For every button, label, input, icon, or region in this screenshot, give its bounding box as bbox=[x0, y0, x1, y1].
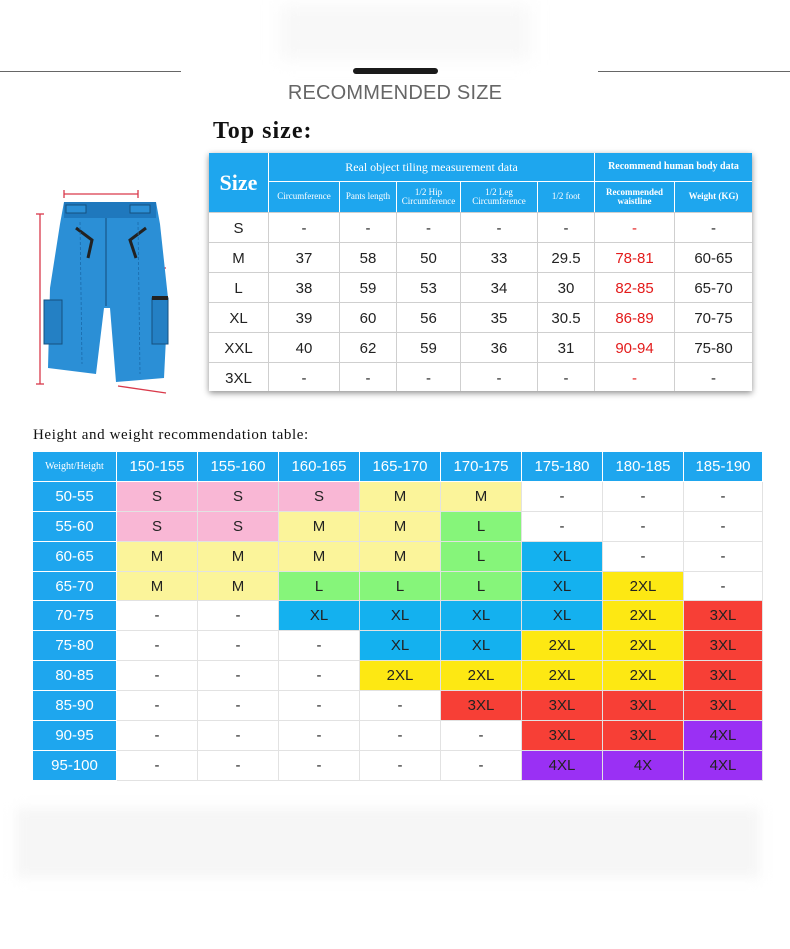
height-header: 170-175 bbox=[441, 452, 522, 482]
size-recommendation-cell: - bbox=[198, 750, 279, 780]
size-value-cell: 35 bbox=[490, 309, 508, 327]
size-label: XL bbox=[229, 309, 248, 327]
size-recommendation-cell: XL bbox=[522, 601, 603, 631]
size-recommendation-cell: - bbox=[117, 721, 198, 751]
size-recommendation-cell: 2XL bbox=[522, 661, 603, 691]
size-recommendation-cell: L bbox=[279, 571, 360, 601]
size-recommendation-cell: L bbox=[441, 541, 522, 571]
divider-left bbox=[0, 71, 181, 72]
size-recommendation-cell: - bbox=[603, 511, 684, 541]
size-recommendation-cell: L bbox=[360, 571, 441, 601]
size-value-cell: 37 bbox=[295, 249, 313, 267]
col-header: 1/2 foot bbox=[538, 182, 594, 212]
size-recommendation-cell: S bbox=[279, 481, 360, 511]
size-recommendation-cell: - bbox=[279, 691, 360, 721]
size-recommendation-cell: 3XL bbox=[522, 691, 603, 721]
size-value-cell: 34 bbox=[490, 279, 508, 297]
size-recommendation-cell: - bbox=[279, 721, 360, 751]
measurement-group-header: Real object tiling measurement data bbox=[269, 153, 594, 181]
size-recommendation-cell: XL bbox=[360, 601, 441, 631]
size-value-cell: - bbox=[365, 219, 371, 237]
size-recommendation-cell: 4XL bbox=[522, 750, 603, 780]
weight-header: 70-75 bbox=[33, 601, 117, 631]
size-value-cell: 39 bbox=[295, 309, 313, 327]
corner-header: Weight/Height bbox=[33, 452, 117, 482]
size-value-cell: - bbox=[711, 219, 716, 237]
size-value-cell: - bbox=[365, 369, 371, 387]
top-size-heading: Top size: bbox=[213, 118, 313, 144]
size-recommendation-cell: S bbox=[198, 511, 279, 541]
size-value-cell: - bbox=[496, 219, 502, 237]
height-weight-table bbox=[32, 451, 763, 781]
size-value-cell: - bbox=[426, 219, 431, 237]
size-row bbox=[209, 212, 752, 242]
weight-header: 75-80 bbox=[33, 631, 117, 661]
size-value-cell: 75-80 bbox=[694, 339, 733, 357]
size-recommendation-cell: 3XL bbox=[603, 691, 684, 721]
col-header: 1/2 Leg Circumference bbox=[461, 182, 537, 212]
col-header: Circumference bbox=[269, 182, 339, 212]
size-label: XXL bbox=[224, 339, 253, 357]
size-recommendation-cell: - bbox=[198, 601, 279, 631]
size-recommendation-cell: - bbox=[117, 691, 198, 721]
weight-header: 65-70 bbox=[33, 571, 117, 601]
size-recommendation-cell: 4XL bbox=[684, 721, 763, 751]
size-value-cell: 82-85 bbox=[615, 279, 654, 297]
size-value-cell: - bbox=[632, 219, 637, 237]
size-value-cell: 60 bbox=[359, 309, 377, 327]
size-recommendation-cell: XL bbox=[279, 601, 360, 631]
size-value-cell: 50 bbox=[420, 249, 437, 267]
size-recommendation-cell: L bbox=[441, 571, 522, 601]
size-row bbox=[209, 272, 752, 302]
size-recommendation-cell: L bbox=[441, 511, 522, 541]
size-label: S bbox=[233, 219, 244, 237]
size-recommendation-cell: M bbox=[117, 571, 198, 601]
size-value-cell: - bbox=[301, 219, 307, 237]
size-row bbox=[209, 362, 752, 392]
size-value-cell: 30 bbox=[557, 279, 575, 297]
weight-header: 50-55 bbox=[33, 481, 117, 511]
size-recommendation-cell: M bbox=[360, 541, 441, 571]
size-recommendation-cell: - bbox=[441, 750, 522, 780]
col-header: Weight (KG) bbox=[675, 182, 752, 212]
size-recommendation-cell: - bbox=[360, 750, 441, 780]
size-recommendation-cell: M bbox=[198, 541, 279, 571]
size-recommendation-cell: S bbox=[117, 481, 198, 511]
size-value-cell: - bbox=[496, 369, 502, 387]
size-recommendation-cell: XL bbox=[522, 541, 603, 571]
size-value-cell: 33 bbox=[490, 249, 508, 267]
weight-header: 80-85 bbox=[33, 661, 117, 691]
size-value-cell: 59 bbox=[420, 339, 437, 357]
size-recommendation-cell: 3XL bbox=[684, 691, 763, 721]
size-recommendation-cell: M bbox=[117, 541, 198, 571]
size-recommendation-cell: 2XL bbox=[603, 571, 684, 601]
size-recommendation-cell: - bbox=[198, 721, 279, 751]
height-header: 175-180 bbox=[522, 452, 603, 482]
size-value-cell: - bbox=[563, 219, 569, 237]
weight-header: 90-95 bbox=[33, 721, 117, 751]
size-value-cell: 62 bbox=[359, 339, 377, 357]
size-value-cell: 70-75 bbox=[694, 309, 733, 327]
size-recommendation-cell: 4X bbox=[603, 750, 684, 780]
size-recommendation-cell: - bbox=[684, 481, 763, 511]
size-value-cell: 86-89 bbox=[615, 309, 654, 327]
size-recommendation-cell: - bbox=[441, 721, 522, 751]
size-value-cell: - bbox=[563, 369, 569, 387]
size-recommendation-cell: 2XL bbox=[603, 631, 684, 661]
size-value-cell: - bbox=[426, 369, 431, 387]
size-recommendation-cell: - bbox=[522, 511, 603, 541]
top-size-table bbox=[209, 153, 752, 391]
size-value-cell: 31 bbox=[557, 339, 575, 357]
size-recommendation-cell: - bbox=[279, 750, 360, 780]
size-recommendation-cell: - bbox=[684, 571, 763, 601]
size-label: M bbox=[232, 249, 245, 267]
size-value-cell: 65-70 bbox=[694, 279, 733, 297]
size-recommendation-cell: - bbox=[117, 631, 198, 661]
size-recommendation-cell: 2XL bbox=[603, 601, 684, 631]
size-recommendation-cell: - bbox=[603, 481, 684, 511]
size-recommendation-cell: - bbox=[198, 691, 279, 721]
size-value-cell: 30.5 bbox=[551, 309, 581, 327]
shorts-measurement-illustration bbox=[18, 188, 198, 408]
height-header: 155-160 bbox=[198, 452, 279, 482]
size-value-cell: 38 bbox=[295, 279, 313, 297]
size-header-cell: Size bbox=[209, 153, 268, 212]
size-recommendation-cell: 3XL bbox=[684, 601, 763, 631]
size-recommendation-cell: - bbox=[522, 481, 603, 511]
size-value-cell: - bbox=[632, 369, 637, 387]
size-recommendation-cell: - bbox=[198, 661, 279, 691]
size-value-cell: 78-81 bbox=[615, 249, 654, 267]
size-recommendation-cell: M bbox=[279, 511, 360, 541]
size-recommendation-cell: S bbox=[198, 481, 279, 511]
size-recommendation-cell: M bbox=[279, 541, 360, 571]
divider-right bbox=[598, 71, 790, 72]
size-recommendation-cell: - bbox=[117, 601, 198, 631]
size-recommendation-cell: M bbox=[441, 481, 522, 511]
height-weight-heading: Height and weight recommendation table: bbox=[33, 427, 309, 443]
size-recommendation-cell: M bbox=[360, 481, 441, 511]
col-header: Recommended waistline bbox=[595, 182, 674, 212]
height-header: 185-190 bbox=[684, 452, 763, 482]
height-header: 180-185 bbox=[603, 452, 684, 482]
weight-header: 60-65 bbox=[33, 541, 117, 571]
size-recommendation-cell: M bbox=[360, 511, 441, 541]
size-recommendation-cell: 3XL bbox=[684, 631, 763, 661]
size-recommendation-cell: XL bbox=[441, 601, 522, 631]
size-recommendation-cell: XL bbox=[522, 571, 603, 601]
size-recommendation-cell: - bbox=[279, 631, 360, 661]
size-recommendation-cell: 3XL bbox=[441, 691, 522, 721]
size-value-cell: 29.5 bbox=[551, 249, 581, 267]
size-recommendation-cell: 4XL bbox=[684, 750, 763, 780]
size-recommendation-cell: 2XL bbox=[522, 631, 603, 661]
height-header: 160-165 bbox=[279, 452, 360, 482]
size-recommendation-cell: - bbox=[117, 661, 198, 691]
size-recommendation-cell: 2XL bbox=[603, 661, 684, 691]
size-recommendation-cell: - bbox=[360, 721, 441, 751]
size-recommendation-cell: 3XL bbox=[603, 721, 684, 751]
height-header: 150-155 bbox=[117, 452, 198, 482]
size-recommendation-cell: 2XL bbox=[441, 661, 522, 691]
size-recommendation-cell: M bbox=[198, 571, 279, 601]
size-recommendation-cell: - bbox=[360, 691, 441, 721]
size-value-cell: 58 bbox=[359, 249, 377, 267]
size-recommendation-cell: S bbox=[117, 511, 198, 541]
size-recommendation-cell: XL bbox=[360, 631, 441, 661]
size-recommendation-cell: - bbox=[603, 541, 684, 571]
size-recommendation-cell: 2XL bbox=[360, 661, 441, 691]
size-label: L bbox=[234, 279, 243, 297]
size-label: 3XL bbox=[225, 369, 252, 387]
size-value-cell: 60-65 bbox=[694, 249, 733, 267]
size-value-cell: 90-94 bbox=[615, 339, 654, 357]
size-recommendation-cell: 3XL bbox=[684, 661, 763, 691]
size-row bbox=[209, 242, 752, 272]
size-row bbox=[209, 302, 752, 332]
size-recommendation-cell: - bbox=[117, 750, 198, 780]
size-recommendation-cell: - bbox=[684, 511, 763, 541]
body-data-group-header: Recommend human body data bbox=[595, 153, 752, 181]
size-value-cell: 36 bbox=[490, 339, 508, 357]
size-value-cell: 53 bbox=[420, 279, 437, 297]
col-header: Pants length bbox=[340, 182, 396, 212]
title-accent-bar bbox=[353, 68, 438, 74]
weight-header: 55-60 bbox=[33, 511, 117, 541]
size-recommendation-cell: 3XL bbox=[522, 721, 603, 751]
weight-header: 85-90 bbox=[33, 691, 117, 721]
page-title: RECOMMENDED SIZE bbox=[287, 82, 503, 104]
size-value-cell: 56 bbox=[420, 309, 437, 327]
size-recommendation-cell: XL bbox=[441, 631, 522, 661]
blurred-banner bbox=[280, 5, 530, 60]
size-recommendation-cell: - bbox=[279, 661, 360, 691]
size-recommendation-cell: - bbox=[684, 541, 763, 571]
height-header: 165-170 bbox=[360, 452, 441, 482]
blurred-footer bbox=[16, 808, 760, 878]
size-value-cell: - bbox=[711, 369, 716, 387]
size-recommendation-cell: - bbox=[198, 631, 279, 661]
size-value-cell: - bbox=[301, 369, 307, 387]
size-value-cell: 40 bbox=[295, 339, 313, 357]
size-value-cell: 59 bbox=[359, 279, 377, 297]
col-header: 1/2 Hip Circumference bbox=[397, 182, 460, 212]
size-row bbox=[209, 332, 752, 362]
weight-header: 95-100 bbox=[33, 750, 117, 780]
